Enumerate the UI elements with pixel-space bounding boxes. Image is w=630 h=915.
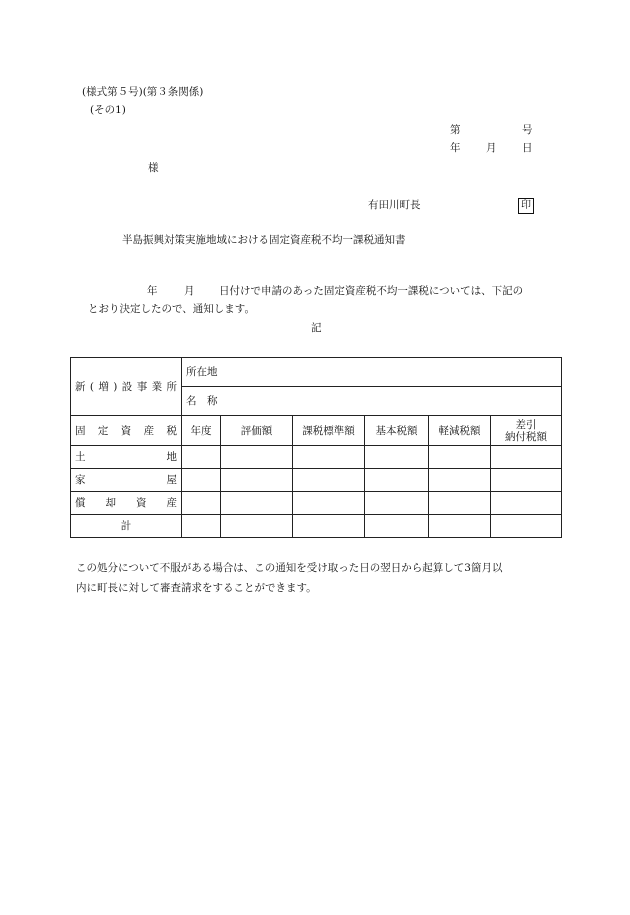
notice-line2: 内に町長に対して審査請求をすることができます。 xyxy=(76,582,317,594)
form-number: (様式第５号)(第３条関係) xyxy=(82,86,204,98)
table-row xyxy=(71,469,562,492)
row-label-kei: 計 xyxy=(71,515,182,538)
table-row xyxy=(71,515,562,538)
date-day: 日 xyxy=(522,142,533,154)
location-cell xyxy=(182,358,562,387)
date-year: 年 xyxy=(450,142,461,154)
name-label: 名 称 xyxy=(186,395,218,407)
establishment-label: 新(増)設事業所 xyxy=(75,380,177,393)
addressee-sama: 様 xyxy=(148,162,159,174)
col-sashihiki-line2: 納付税額 xyxy=(505,430,547,443)
tax-table xyxy=(70,357,562,538)
col-kihon-zeigaku: 基本税額 xyxy=(365,416,429,446)
col-sashihiki xyxy=(491,416,562,446)
seal-mark: 印 xyxy=(518,198,534,214)
col-keigen-zeigaku: 軽減税額 xyxy=(429,416,491,446)
row-label-kaoku: 家屋 xyxy=(75,474,177,486)
table-row xyxy=(71,446,562,469)
notice-line1: この処分について不服がある場合は、この通知を受け取った日の翌日から起算して3箇月以 xyxy=(76,562,503,574)
document-title: 半島振興対策実施地域における固定資産税不均一課税通知書 xyxy=(122,234,406,246)
date-month: 月 xyxy=(486,142,497,154)
col-hyokagaku: 評価額 xyxy=(221,416,293,446)
col-kazei-hyojun: 課税標準額 xyxy=(293,416,365,446)
doc-number-go: 号 xyxy=(522,124,533,136)
body-year: 年 xyxy=(147,285,158,297)
row-label-shokyaku-shisan: 償却資産 xyxy=(75,497,177,509)
body-line2: とおり決定したので、通知します。 xyxy=(88,303,255,315)
row-label-tochi: 土地 xyxy=(75,451,177,463)
doc-number-dai: 第 xyxy=(450,124,461,136)
establishment-label-cell xyxy=(71,358,182,416)
form-sub-number: (その1) xyxy=(90,104,126,116)
row-label-cell xyxy=(71,469,182,492)
location-label: 所在地 xyxy=(186,366,218,378)
col-nendo: 年度 xyxy=(182,416,221,446)
col-sashihiki-line1: 差引 xyxy=(515,418,537,431)
table-row xyxy=(71,492,562,515)
tax-label: 固定資産税 xyxy=(75,424,177,437)
ki-heading: 記 xyxy=(311,322,322,334)
row-label-cell xyxy=(71,446,182,469)
sender-name: 有田川町長 xyxy=(368,199,421,211)
body-line1: 日付けで申請のあった固定資産税不均一課税については、下記の xyxy=(219,285,524,297)
body-month: 月 xyxy=(184,285,195,297)
tax-label-cell xyxy=(71,416,182,446)
name-cell xyxy=(182,387,562,416)
row-label-cell xyxy=(71,492,182,515)
